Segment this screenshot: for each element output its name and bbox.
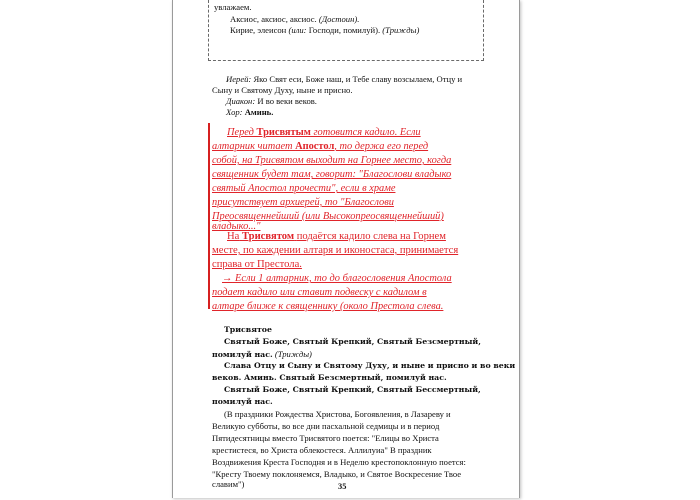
note-line: Великую субботы, во все дни пасхальной седмицы и в период	[212, 421, 440, 431]
prayer-line: Святый Боже, Святый Крепкий, Святый Безсмертный,	[224, 337, 481, 346]
rubric-line: владыко..."	[212, 221, 261, 232]
note-line: (В праздники Рождества Христова, Богоявления, в Лазареву и	[224, 409, 451, 419]
rubric-line: алтаре ближе к священнику (около Престола слева.	[212, 301, 444, 312]
rubric-line: Преосвященнейший (или Высокопреосвященнейший)	[212, 211, 444, 222]
prayer-line: Слава Отцу и Сыну и Святому Духу, и ныне и присно и во веки	[224, 361, 516, 370]
arrow-icon: →	[222, 273, 233, 284]
text-line: Аксиос, аксиос, аксиос. (Достоин).	[230, 14, 360, 24]
prayer-line: помилуй нас.	[212, 397, 273, 406]
prayer-line: помилуй нас. (Трижды)	[212, 349, 312, 359]
rubric-line: алтарник читает Апостол, то держа его перед	[212, 141, 429, 152]
prayer-line: Святый Боже, Святый Крепкий, Святый Бессмертный,	[224, 385, 481, 394]
rubric-line: Перед Трисвятым готовится кадило. Если	[227, 127, 421, 138]
text-line: Кирие, элеисон (или: Господи, помилуй). (Трижды)	[230, 25, 420, 35]
rubric-line: подает кадило или ставит подвеску с кадилом в	[212, 287, 427, 298]
text-line: увлажаем.	[214, 2, 252, 12]
page-number: 35	[338, 482, 347, 491]
prayer-line: веков. Аминь. Святый Безсмертный, помилуй нас.	[212, 373, 447, 382]
deacon-line: Диакон: И во веки веков.	[226, 96, 317, 106]
choir-line: Хор: Аминь.	[226, 107, 274, 117]
rubric-line: На Трисвятом подаётся кадило слева на Горнем	[227, 231, 446, 242]
rubric-line: → Если 1 алтарник, то до благословения Апостола	[222, 273, 452, 284]
section-heading: Трисвятое	[224, 325, 272, 334]
rubric-line: собой, на Трисвятом выходит на Горнее место, когда	[212, 155, 452, 166]
note-line: Пятидесятницы вместо Трисвятого поется: "Елицы во Христа	[212, 433, 439, 443]
priest-line: Иерей: Яко Свят еси, Боже наш, и Тебе славу возсылаем, Отцу и	[226, 74, 463, 84]
rubric-line: справа от Престола.	[212, 259, 302, 270]
note-line: славим")	[212, 479, 245, 489]
rubric-line: месте, по каждении алтаря и иконостаса, принимается	[212, 245, 459, 256]
priest-line: Сыну и Святому Духу, ныне и присно.	[212, 85, 353, 95]
note-line: "Кресту Твоему поклоняемся, Владыко, и Святое Воскресение Твое	[212, 469, 462, 479]
rubric-line: святый Апостол прочести", если в храме	[212, 183, 396, 194]
note-line: крестистеся, во Христа облекостеся. Аллилуиа" В праздник	[212, 445, 432, 455]
rubric-line: присутствует архиерей, то "Благослови	[212, 197, 394, 208]
note-line: Воздвижения Креста Господня и в Неделю крестопоклонную поется:	[212, 457, 466, 467]
rubric-line: священник будет там, говорит: "Благослови владыко	[212, 169, 452, 180]
